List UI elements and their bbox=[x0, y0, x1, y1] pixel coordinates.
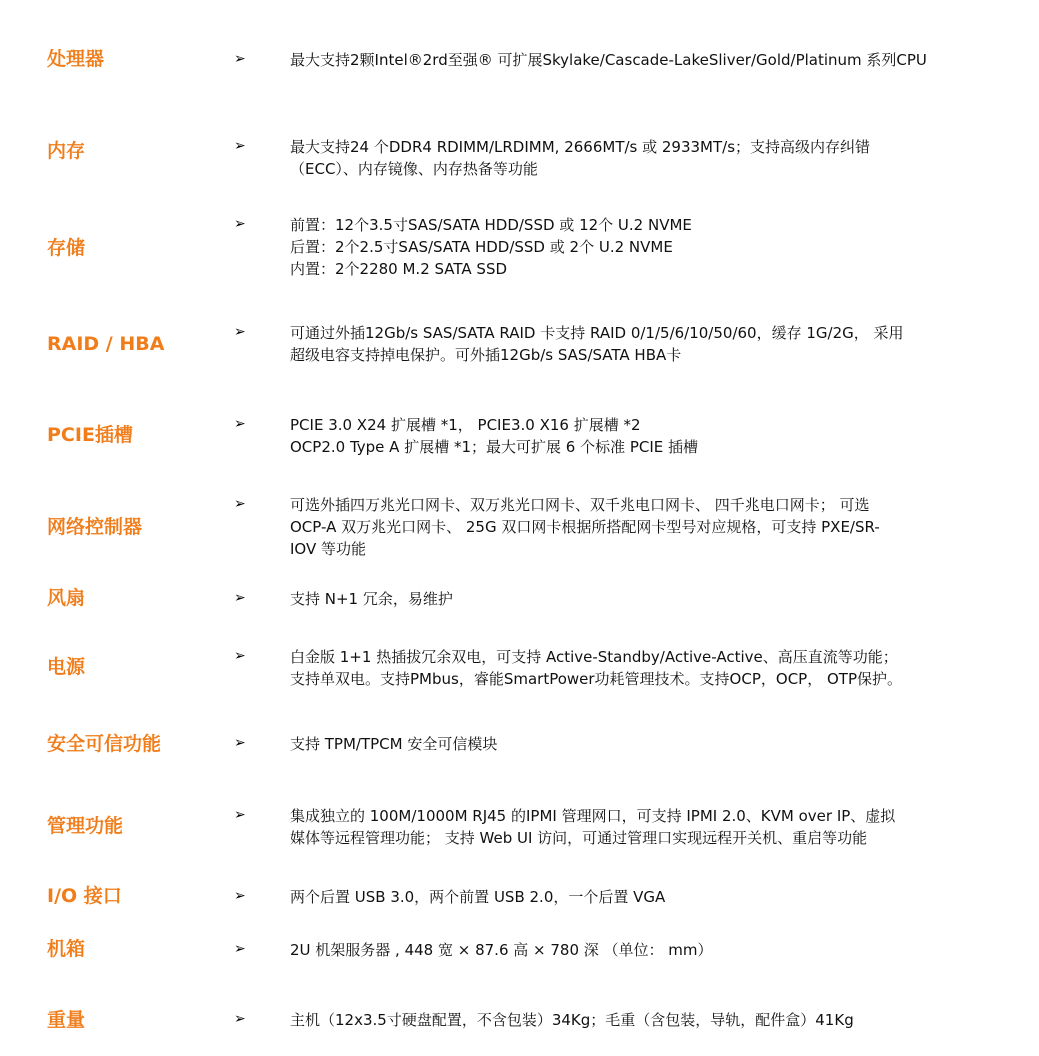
spec-label-storage: 存储 bbox=[47, 237, 86, 259]
spec-value-power bbox=[290, 646, 1018, 690]
spec-value-management bbox=[290, 805, 1018, 849]
spec-line: 后置：2个2.5寸SAS/SATA HDD/SSD 或 2个 U.2 NVME bbox=[290, 238, 673, 256]
arrow-bullet-icon: ➢ bbox=[234, 496, 246, 512]
spec-value-network-controller bbox=[290, 494, 1018, 560]
spec-label-management: 管理功能 bbox=[47, 815, 124, 837]
spec-line: 支持 TPM/TPCM 安全可信模块 bbox=[290, 735, 498, 753]
spec-label-memory: 内存 bbox=[47, 140, 86, 162]
spec-line: 媒体等远程管理功能； 支持 Web UI 访问，可通过管理口实现远程开关机、重启等功能 bbox=[290, 829, 868, 847]
spec-line: 支持 N+1 冗余，易维护 bbox=[290, 590, 453, 608]
spec-label-cpu: 处理器 bbox=[47, 48, 105, 70]
spec-value-pcie-slots bbox=[290, 414, 1018, 458]
spec-line: 前置：12个3.5寸SAS/SATA HDD/SSD 或 12个 U.2 NVME bbox=[290, 216, 692, 234]
spec-label-pcie-slots: PCIE插槽 bbox=[47, 424, 133, 446]
spec-value-chassis bbox=[290, 939, 1018, 961]
spec-label-security: 安全可信功能 bbox=[47, 733, 162, 755]
spec-line: 支持单双电。支持PMbus，睿能SmartPower功耗管理技术。支持OCP，OCP， OTP保护。 bbox=[290, 670, 902, 688]
spec-label-raid-hba: RAID / HBA bbox=[47, 333, 165, 355]
spec-line: （ECC）、内存镜像、内存热备等功能 bbox=[290, 160, 538, 178]
arrow-bullet-icon: ➢ bbox=[234, 216, 246, 232]
spec-value-weight bbox=[290, 1009, 1018, 1031]
spec-line: PCIE 3.0 X24 扩展槽 *1， PCIE3.0 X16 扩展槽 *2 bbox=[290, 416, 641, 434]
spec-line: 最大支持2颗Intel®2rd至强® 可扩展Skylake/Cascade-LakeSliver/Gold/Platinum 系列CPU bbox=[290, 51, 927, 69]
arrow-bullet-icon: ➢ bbox=[234, 590, 246, 606]
spec-label-fan: 风扇 bbox=[47, 587, 86, 609]
spec-label-io-ports: I/O 接口 bbox=[47, 885, 122, 907]
arrow-bullet-icon: ➢ bbox=[234, 51, 246, 67]
spec-line: 2U 机架服务器 , 448 宽 × 87.6 高 × 780 深 （单位： mm） bbox=[290, 941, 713, 959]
spec-label-weight: 重量 bbox=[47, 1009, 86, 1031]
spec-label-chassis: 机箱 bbox=[47, 938, 86, 960]
spec-value-raid-hba bbox=[290, 322, 1018, 366]
spec-line: 内置：2个2280 M.2 SATA SSD bbox=[290, 260, 508, 278]
arrow-bullet-icon: ➢ bbox=[234, 941, 246, 957]
spec-line: 两个后置 USB 3.0，两个前置 USB 2.0，一个后置 VGA bbox=[290, 888, 666, 906]
spec-line: OCP-A 双万兆光口网卡、 25G 双口网卡根据所搭配网卡型号对应规格，可支持 PXE/SR- bbox=[290, 518, 880, 536]
spec-line: 最大支持24 个DDR4 RDIMM/LRDIMM, 2666MT/s 或 2933MT/s；支持高级内存纠错 bbox=[290, 138, 871, 156]
spec-value-memory bbox=[290, 136, 1018, 180]
spec-label-network-controller: 网络控制器 bbox=[47, 516, 143, 538]
arrow-bullet-icon: ➢ bbox=[234, 648, 246, 664]
spec-value-io-ports bbox=[290, 886, 1018, 908]
arrow-bullet-icon: ➢ bbox=[234, 138, 246, 154]
spec-line: 可通过外插12Gb/s SAS/SATA RAID 卡支持 RAID 0/1/5/6/10/50/60，缓存 1G/2G， 采用 bbox=[290, 324, 904, 342]
arrow-bullet-icon: ➢ bbox=[234, 735, 246, 751]
spec-value-security bbox=[290, 733, 1018, 755]
arrow-bullet-icon: ➢ bbox=[234, 1011, 246, 1027]
arrow-bullet-icon: ➢ bbox=[234, 807, 246, 823]
spec-value-cpu bbox=[290, 49, 1018, 71]
spec-line: 白金版 1+1 热插拔冗余双电，可支持 Active-Standby/Active-Active、高压直流等功能； bbox=[290, 648, 898, 666]
arrow-bullet-icon: ➢ bbox=[234, 888, 246, 904]
spec-value-fan bbox=[290, 588, 1018, 610]
spec-line: 主机（12x3.5寸硬盘配置，不含包装）34Kg；毛重（含包装，导轨，配件盒）41Kg bbox=[290, 1011, 854, 1029]
arrow-bullet-icon: ➢ bbox=[234, 324, 246, 340]
spec-line: OCP2.0 Type A 扩展槽 *1；最大可扩展 6 个标准 PCIE 插槽 bbox=[290, 438, 699, 456]
arrow-bullet-icon: ➢ bbox=[234, 416, 246, 432]
spec-line: 集成独立的 100M/1000M RJ45 的IPMI 管理网口，可支持 IPMI 2.0、KVM over IP、虚拟 bbox=[290, 807, 896, 825]
spec-label-power: 电源 bbox=[47, 656, 86, 678]
spec-line: 超级电容支持掉电保护。可外插12Gb/s SAS/SATA HBA卡 bbox=[290, 346, 682, 364]
spec-value-storage bbox=[290, 214, 1018, 280]
spec-line: 可选外插四万兆光口网卡、双万兆光口网卡、双千兆电口网卡、 四千兆电口网卡； 可选 bbox=[290, 496, 870, 514]
spec-line: IOV 等功能 bbox=[290, 540, 366, 558]
